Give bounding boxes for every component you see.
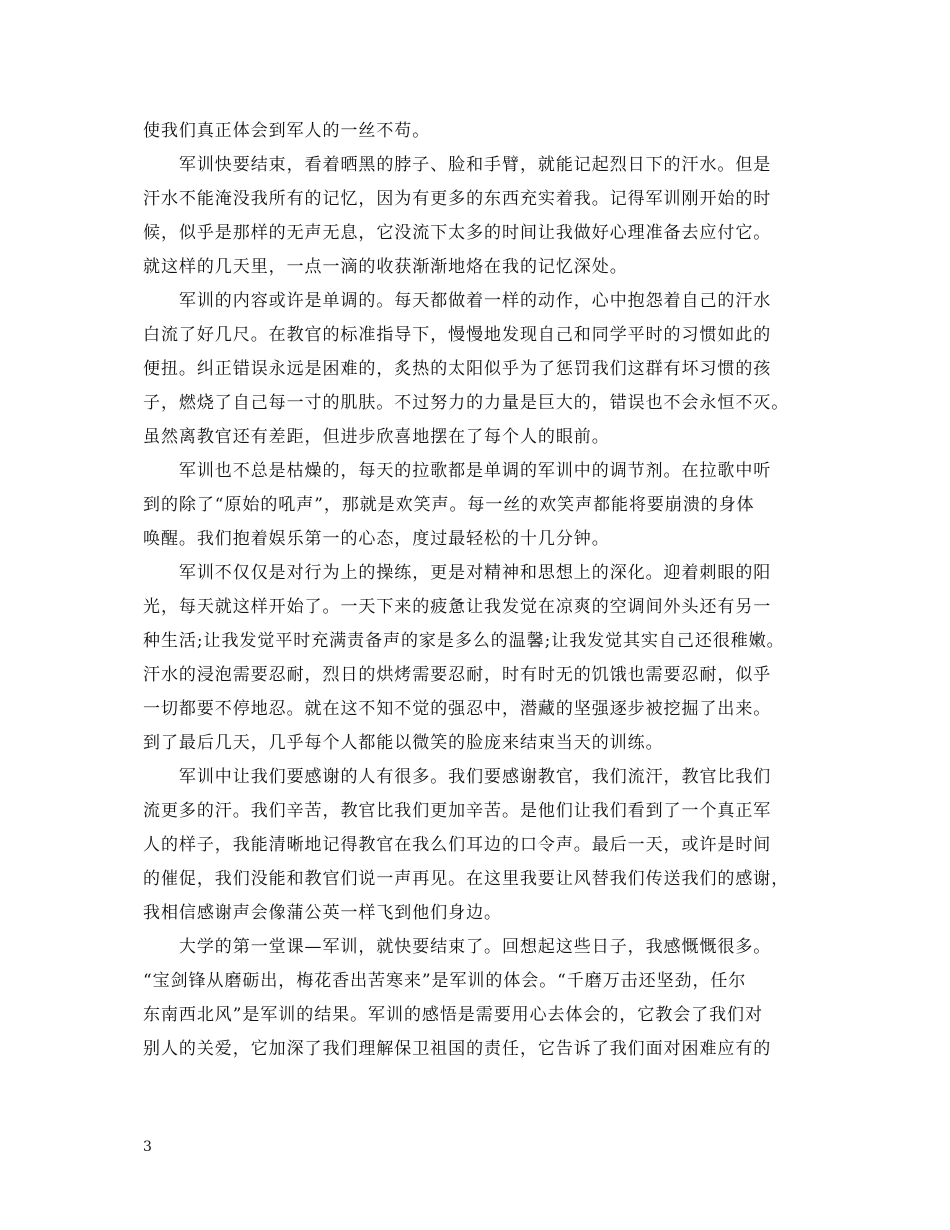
text-line: 种生活;让我发觉平时充满责备声的家是多么的温馨;让我发觉其实自己还很稚嫩。 (143, 631, 785, 651)
text-line: 候，似乎是那样的无声无息，它没流下太多的时间让我做好心理准备去应付它。 (143, 223, 772, 243)
text-line: 别人的关爱，它加深了我们理解保卫祖国的责任，它告诉了我们面对困难应有的 (143, 1039, 772, 1059)
text-line: 使我们真正体会到军人的一丝不苟。 (143, 121, 431, 141)
text-line: 便扭。纠正错误永远是困难的，炙热的太阳似乎为了惩罚我们这群有坏习惯的孩 (143, 359, 772, 379)
text-line: 汗水的浸泡需要忍耐，烈日的烘烤需要忍耐，时有时无的饥饿也需要忍耐，似乎 (143, 665, 772, 685)
text-line: 军训中让我们要感谢的人有很多。我们要感谢教官，我们流汗，教官比我们 (143, 767, 772, 787)
text-line: 子，燃烧了自己每一寸的肌肤。不过努力的力量是巨大的，错误也不会永恒不灭。 (143, 393, 790, 413)
text-line: 唤醒。我们抱着娱乐第一的心态，度过最轻松的十几分钟。 (143, 529, 610, 549)
text-line: 军训不仅仅是对行为上的操练，更是对精神和思想上的深化。迎着刺眼的阳 (143, 563, 772, 583)
text-line: “宝剑锋从磨砺出，梅花香出苦寒来”是军训的体会。“千磨万击还坚劲，任尔 (143, 971, 747, 991)
text-line: 的催促，我们没能和教官们说一声再见。在这里我要让风替我们传送我们的感谢， (143, 869, 790, 889)
text-line: 汗水不能淹没我所有的记忆，因为有更多的东西充实着我。记得军训刚开始的时 (143, 189, 772, 209)
text-line: 到了最后几天，几乎每个人都能以微笑的脸庞来结束当天的训练。 (143, 733, 664, 753)
text-line: 我相信感谢声会像蒲公英一样飞到他们身边。 (143, 903, 502, 923)
text-line: 一切都要不停地忍。就在这不知不觉的强忍中，潜藏的坚强逐步被挖掘了出来。 (143, 699, 772, 719)
text-line: 军训也不总是枯燥的，每天的拉歌都是单调的军训中的调节剂。在拉歌中听 (143, 461, 772, 481)
page-number: 3 (143, 1139, 152, 1155)
text-line: 到的除了“原始的吼声”，那就是欢笑声。每一丝的欢笑声都能将要崩溃的身体 (143, 495, 755, 515)
text-line: 军训的内容或许是单调的。每天都做着一样的动作，心中抱怨着自己的汗水 (143, 291, 772, 311)
text-line: 白流了好几尺。在教官的标准指导下，慢慢地发现自己和同学平时的习惯如此的 (143, 325, 772, 345)
text-line: 虽然离教官还有差距，但进步欣喜地摆在了每个人的眼前。 (143, 427, 610, 447)
text-line: 光，每天就这样开始了。一天下来的疲惫让我发觉在凉爽的空调间外头还有另一 (143, 597, 772, 617)
text-line: 大学的第一堂课—军训，就快要结束了。回想起这些日子，我感慨慨很多。 (143, 937, 772, 957)
text-line: 军训快要结束，看着晒黑的脖子、脸和手臂，就能记起烈日下的汗水。但是 (143, 155, 772, 175)
text-line: 流更多的汗。我们辛苦，教官比我们更加辛苦。是他们让我们看到了一个真正军 (143, 801, 772, 821)
text-line: 就这样的几天里，一点一滴的收获渐渐地烙在我的记忆深处。 (143, 257, 628, 277)
text-line: 东南西北风”是军训的结果。军训的感悟是需要用心去体会的，它教会了我们对 (143, 1005, 763, 1025)
text-line: 人的样子，我能清晰地记得教官在我么们耳边的口令声。最后一天，或许是时间 (143, 835, 772, 855)
